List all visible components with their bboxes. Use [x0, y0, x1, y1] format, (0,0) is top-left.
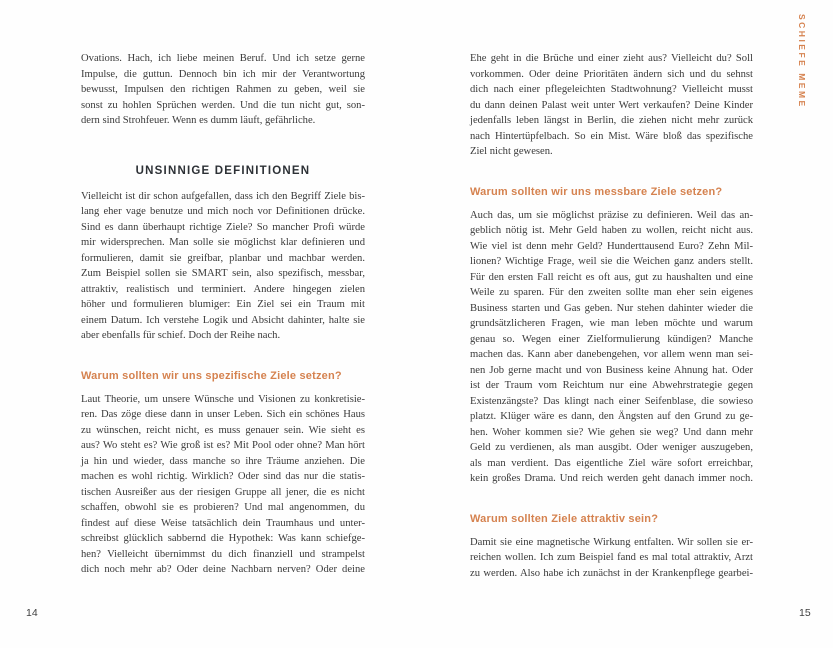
section-subheading: Warum sollten wir uns messbare Ziele setzen?	[470, 185, 723, 198]
text-line: zu werden. Also habe ich zunächst in der Krankenpflege gearbei-	[470, 567, 753, 579]
text-line: lang eher vage benutze und mich noch vor Definitionen drücke.	[81, 206, 365, 217]
text-line: Für den ersten Fall reicht es oft aus, gut zu haushalten und eine	[470, 271, 753, 283]
page-number-right: 15	[799, 607, 811, 619]
text-line: höher und formulieren blumiger: Ein Ziel sei ein Traum mit	[81, 299, 365, 310]
chapter-heading: UNSINNIGE DEFINITIONEN	[135, 164, 311, 177]
text-line: Ziel nicht gewesen.	[470, 146, 553, 157]
text-line: mir widersprechen. Man solle sie möglichst klar definieren und	[81, 237, 365, 248]
text-line: dich nach einer pflegeleichten Stadtwohnung? Vielleicht musst	[470, 84, 753, 95]
left-page-text-column	[81, 51, 365, 578]
text-line: Business starten und Gas geben. Nur stehen dahinter wieder die	[470, 302, 753, 314]
paragraph	[470, 535, 753, 582]
text-line: Ovations. Hach, ich liebe meinen Beruf. Und ich setze gerne	[81, 53, 365, 64]
text-line: formulieren, damit sie greifbar, planbar und machbar werden.	[81, 252, 365, 264]
chapter-margin-label: SCHIEFE MEME	[797, 14, 807, 109]
text-line: machen es wohl richtig. Wirklich? Oder sind das nur die statis-	[81, 471, 365, 482]
paragraph	[470, 208, 753, 487]
text-line: Wie viel ist denn mehr Geld? Hunderttausend Euro? Zehn Mil-	[470, 240, 753, 252]
text-line: du dann deinen Palast weit unter Wert verkaufen? Deine Kinder	[470, 99, 753, 111]
text-line: Geld zu verdienen, als man ausgibt. Oder weniger auszugeben,	[470, 442, 753, 453]
text-line: einem Datum. Ich verstehe Logik und Absicht dahinter, halte sie	[81, 314, 365, 326]
text-line: findest auf diese Weise tatsächlich dein Traumhaus und unter-	[81, 517, 365, 529]
text-line: genau so. Wegen einer Zielformulierung kündigen? Manche	[470, 333, 753, 345]
text-line: dich noch mehr ab? Oder deine Nachbarn nerven? Oder deine	[81, 564, 365, 575]
text-line: vorkommen. Oder deine Prioritäten ändern sich und du sehnst	[470, 68, 753, 80]
paragraph	[81, 392, 365, 578]
text-line: Existenzängste? Das klingt nach einer Seifenblase, die sowieso	[470, 395, 753, 407]
text-line: sonst zu hohlen Sprüchen werden. Und die tun nicht gut, son-	[81, 99, 365, 111]
section-subheading: Warum sollten Ziele attraktiv sein?	[470, 512, 659, 525]
paragraph	[81, 189, 365, 344]
paragraph	[81, 51, 365, 129]
text-line: platzt. Klüger wäre es dann, den Ängsten auf den Grund zu ge-	[470, 411, 753, 422]
paragraph	[470, 51, 753, 160]
text-line: Sind es dann überhaupt richtige Ziele? So mancher Profi würde	[81, 221, 365, 233]
text-line: als man verdient. Das eigentliche Ziel wäre sofort erreichbar,	[470, 457, 753, 469]
text-line: attraktiv, realistisch und terminiert. Andere hingegen zielen	[81, 283, 365, 295]
section-subheading: Warum sollten wir uns spezifische Ziele setzen?	[81, 369, 342, 382]
text-line: aus? Wo steht es? Wie groß ist es? Mit Pool oder ohne? Man hört	[81, 440, 365, 451]
text-line: kein großes Drama. Und reich werden geht danach immer noch.	[470, 473, 753, 484]
text-line: jedenfalls leben längst in Berlin, die ziehen nicht mehr zurück	[470, 115, 753, 126]
text-line: ja hin und wieder, dass manche so ihre Träume anziehen. Die	[81, 455, 365, 467]
text-line: ist der Traum vom Reichtum nur eine Abwehrstrategie gegen	[470, 380, 753, 391]
text-line: schaffen, obwohl sie es probieren? Und mal angenommen, du	[81, 502, 365, 513]
text-line: reichen wollen. Ich zum Beispiel fand es mal total attraktiv, Arzt	[470, 552, 753, 563]
text-line: geblich nötig ist. Mehr Geld haben zu wollen, reicht nicht aus.	[470, 225, 753, 236]
text-line: Damit sie eine magnetische Wirkung entfalten. Wir sollen sie er-	[470, 536, 753, 548]
text-line: ren. Das zöge diese dann in unser Leben. Sich ein schönes Haus	[81, 409, 365, 420]
text-line: tischen Ausreißer aus der riesigen Gruppe all jener, die es nicht	[81, 486, 365, 498]
text-line: lionen? Wichtige Frage, weil sie die Weichen ganz anders stellt.	[470, 256, 753, 267]
text-line: Zum Beispiel sollen sie SMART sein, also spezifisch, messbar,	[81, 268, 365, 279]
text-line: aber ebenfalls für schief. Doch der Reihe nach.	[81, 330, 281, 341]
text-line: Vielleicht ist dir schon aufgefallen, dass ich den Begriff Ziele bis-	[81, 190, 365, 202]
text-line: Laut Theorie, um unsere Wünsche und Visionen zu konkretisie-	[81, 393, 365, 405]
text-line: grundsätzlicheren Fragen, wie man leben möchte und warum	[470, 318, 753, 329]
text-line: nach Hintertüpfelbach. So ein Mist. Wäre bloß das spezifische	[470, 130, 753, 142]
text-line: Weile zu sparen. Für den zweiten sollte man eher sein eigenes	[470, 287, 753, 298]
text-line: zu wünschen, reicht nicht, es muss genauer sein. Wie sieht es	[81, 424, 365, 436]
text-line: schreibst glücklich sabbernd die Hypothek: Was kann schiefge-	[81, 533, 365, 544]
right-page-text-column	[470, 51, 753, 581]
text-line: Auch das, um sie möglichst präzise zu definieren. Weil das an-	[470, 209, 753, 221]
text-line: dern sind Strohfeuer. Wenn es dumm läuft, gefährliche.	[81, 115, 316, 126]
text-line: Ehe geht in die Brüche und einer zieht aus? Vielleicht du? Soll	[470, 53, 753, 64]
text-line: hen. Woher kommen sie? Wie gehen sie weg? Und dann mehr	[470, 426, 753, 438]
text-line: machen das. Kann aber danebengehen, vor allem wenn man sei-	[470, 349, 753, 360]
page-number-left: 14	[26, 607, 38, 619]
text-line: hen? Vielleicht übernimmst du dich finanziell und strampelst	[81, 548, 365, 560]
text-line: bewusst, Impulsen den richtigen Rahmen zu geben, weil sie	[81, 84, 365, 95]
text-line: Impulse, die guttun. Dennoch bin ich mir der Verantwortung	[81, 68, 365, 80]
text-line: nen Job gerne macht und von Business keine Ahnung hat. Oder	[470, 364, 753, 376]
